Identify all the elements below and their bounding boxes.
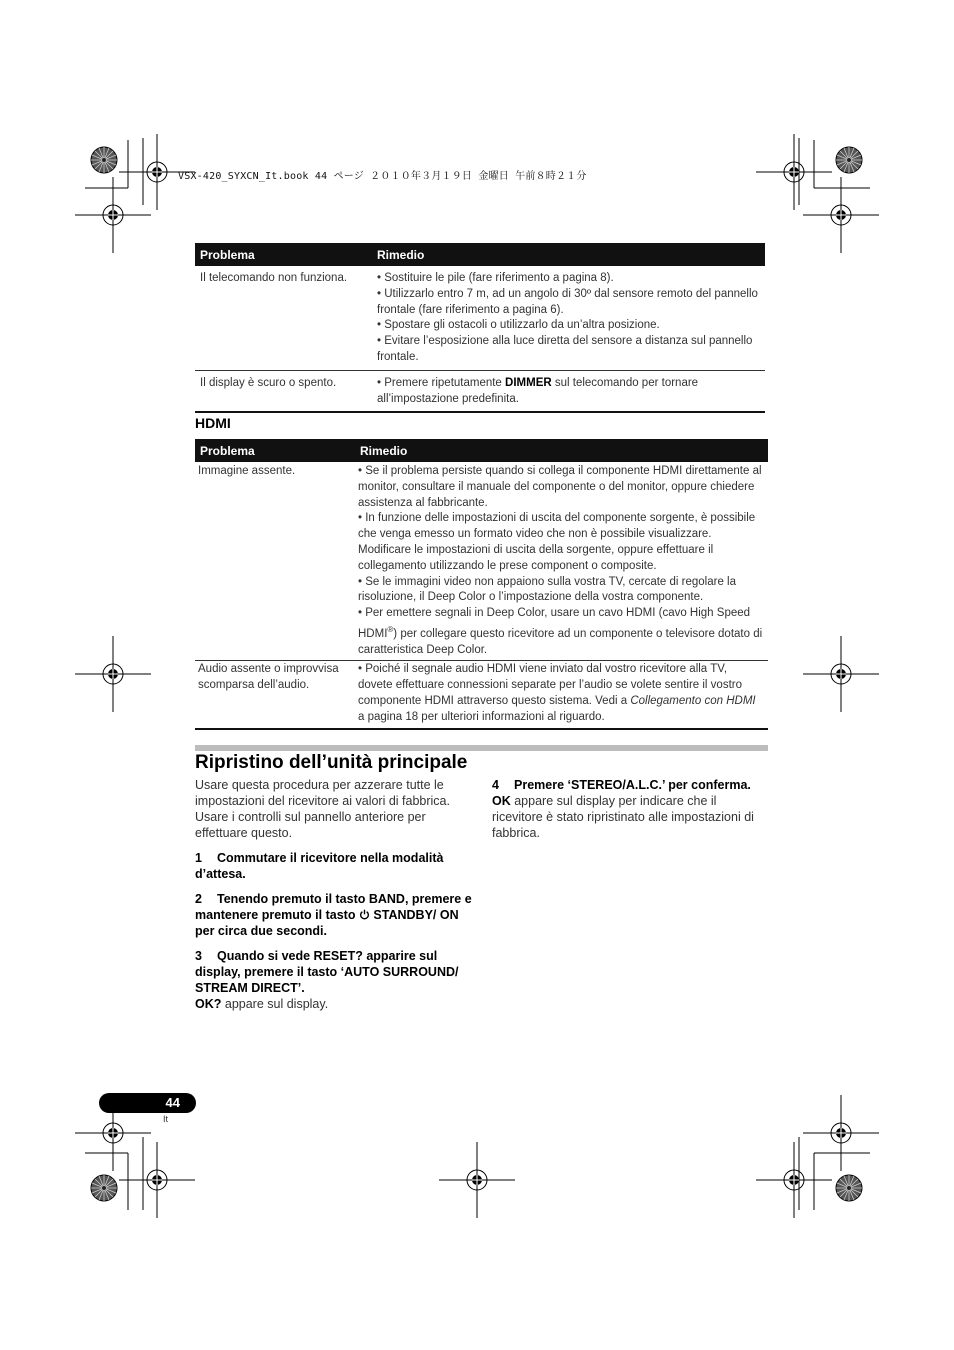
remedy-text: a pagina 18 per ulteriori informazioni al riguardo. [358,710,605,723]
table-row [195,661,768,729]
intro-paragraph: Usare questa procedura per azzerare tutte le impostazioni del ricevitore ai valori di fabbrica. Usare i controlli sul pannello anteriore per effettuare questo. [195,778,450,840]
column-header-problema: Problema [195,439,355,462]
display-message: OK? [195,997,222,1011]
remedy-text: sul telecomando per tornare all’impostazione predefinita. [377,376,699,405]
remote-troubleshooting-table [195,243,765,413]
remedy-item: • Utilizzarlo entro 7 m, ad un angolo di 30º dal sensore remoto del pannello frontale (fare riferimento a pagina 6). [377,287,758,316]
step-2 [195,891,473,939]
remedy-item: • In funzione delle impostazioni di uscita del componente sorgente, è possibile che venga emesso un formato video che non è possibile visualizzare. Modificare le impostazioni di uscita della sorgente, oppure effettuare il collegamento utilizzando le prese component o composite. [358,512,756,572]
step-1 [195,850,473,882]
remedy-cell [355,661,768,729]
remedy-item: • Sostituire le pile (fare riferimento a pagina 8). [377,272,614,284]
remedy-item: • Evitare l’esposizione alla luce diretta del sensore a distanza sul pannello frontale. [377,335,753,363]
page-number-badge [99,1093,196,1113]
left-column [195,777,473,1012]
display-message: OK [492,794,511,808]
step-text: STANDBY/ ON per circa due secondi. [195,908,459,938]
remedy-item: • Spostare gli ostacoli o utilizzarlo da un’altra posizione. [377,319,660,332]
remedy-text: ) per collegare questo ricevitore ad un componente o televisore dotato di caratteristica Deep Color. [358,627,763,656]
problem-cell: Il display è scuro o spento. [195,370,372,412]
step-text: Commutare il ricevitore nella modalità d’attesa. [195,851,444,881]
remedy-item: • Se le immagini video non appaiono sulla vostra TV, cercate di regolare la risoluzione, il Deep Color o l’impostazione della vostra componente. [358,575,736,604]
hdmi-heading: HDMI [195,415,231,431]
problem-cell: Audio assente o improvvisa scomparsa dell’audio. [195,661,355,729]
remedy-text: • Poiché il segnale audio HDMI viene inviato dal vostro ricevitore alla TV, dovete effettuare connessioni separate per l’audio se volete sentire il vostro componente HDMI attraverso questo sistema. Vedi a [358,663,742,707]
step-number: 4 [492,778,499,792]
remedy-text: • Per emettere segnali in Deep Color, usare un cavo HDMI (cavo High Speed HDMI [358,607,751,640]
dimmer-key-label: DIMMER [505,376,552,389]
step-number: 1 [195,851,202,865]
registered-mark: ® [387,624,394,634]
table-header-row [195,243,765,266]
step-text: Tenendo premuto il tasto BAND, premere e mantenere premuto il tasto [195,892,472,922]
remedy-text: • Premere ripetutamente [377,376,506,389]
table-row [195,370,765,412]
step-text: Premere ‘STEREO/A.L.C.’ per conferma. [514,778,751,792]
section-divider-bar [195,745,768,751]
right-column [492,777,768,841]
page-number: 44 [165,1095,180,1110]
language-code: It [163,1114,169,1124]
note-text: appare sul display. [221,997,329,1011]
remedy-cell [372,370,765,412]
column-header-problema: Problema [195,243,372,266]
print-header-line: VSX-420_SYXCN_It.book 44 ページ ２０１０年３月１９日 金曜日 午前８時２１分 [178,171,587,182]
remedy-cell [355,462,768,661]
remedy-item: • Se il problema persiste quando si collega il componente HDMI direttamente al monitor, consultare il manuale del componente o del monitor, oppure chiedere assistenza al fabbricante. [358,465,762,509]
step-3 [195,948,473,996]
remedy-item [358,606,763,658]
problem-cell: Il telecomando non funziona. [200,272,348,284]
column-header-rimedio: Rimedio [355,439,768,462]
table-row [195,462,768,661]
table-row [195,266,765,370]
step-number: 2 [195,892,202,906]
note-text: appare sul display per indicare che il ricevitore è stato ripristinato alle impostazioni di fabbrica. [492,794,754,840]
remedy-cell [372,266,765,370]
column-header-rimedio: Rimedio [372,243,765,266]
problem-cell: Immagine assente. [198,465,296,477]
step-text: Quando si vede RESET? apparire sul display, premere il tasto ‘AUTO SURROUND/ STREAM DIRECT’. [195,949,459,995]
power-icon [359,909,370,920]
section-title: Ripristino dell’unità principale [195,752,468,773]
cross-reference: Collegamento con HDMI [630,694,756,707]
step-4-note [492,793,768,841]
hdmi-troubleshooting-table [195,439,768,730]
table-header-row [195,439,768,462]
step-number: 3 [195,949,202,963]
step-3-note [195,996,473,1012]
step-4 [492,777,768,793]
